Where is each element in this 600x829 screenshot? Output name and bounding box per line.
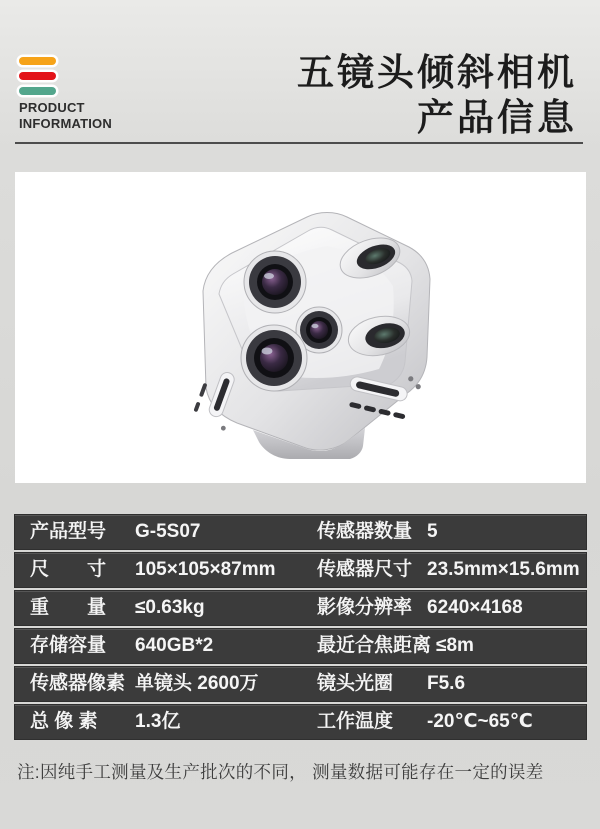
spec-label: 传感器尺寸 xyxy=(317,559,413,580)
spec-row-sensor-pixels xyxy=(15,667,586,701)
spec-value: 23.5mm×15.6mm xyxy=(427,559,580,580)
page-title xyxy=(297,50,577,140)
spec-label: 影像分辨率 xyxy=(317,597,413,618)
spec-label: 传感器数量 xyxy=(317,521,413,542)
product-image xyxy=(157,194,445,462)
measurement-note: 注:因纯手工测量及生产批次的不同， 测量数据可能存在一定的误差 xyxy=(17,762,544,782)
spec-label: 工作温度 xyxy=(317,711,394,732)
spec-row-storage xyxy=(15,629,586,663)
camera-lens-lower xyxy=(241,325,307,391)
header-divider xyxy=(15,142,583,144)
spec-row-total-pixels xyxy=(15,705,586,739)
logo-bar-red xyxy=(19,72,56,80)
spec-value: G-5S07 xyxy=(135,521,201,542)
spec-value: ≤0.63kg xyxy=(135,597,205,618)
spec-label: 尺 寸 xyxy=(30,559,107,580)
spec-value: 640GB*2 xyxy=(135,635,214,656)
spec-label: 重 量 xyxy=(30,597,107,618)
spec-label: 镜头光圈 xyxy=(317,673,394,694)
spec-label: 传感器像素 xyxy=(30,673,126,694)
spec-row-model xyxy=(15,515,586,549)
spec-value: -20℃~65℃ xyxy=(427,711,533,732)
spec-value: 5 xyxy=(427,521,438,542)
product-image-panel xyxy=(15,172,586,483)
logo-text-line1: PRODUCT xyxy=(19,100,85,115)
spec-value: 6240×4168 xyxy=(427,597,523,618)
spec-row-weight xyxy=(15,591,586,625)
spec-label: 产品型号 xyxy=(30,521,107,542)
spec-value: 1.3亿 xyxy=(135,711,181,732)
spec-label: 最近合焦距离 xyxy=(317,635,432,656)
page-title-line1: 五镜头倾斜相机 xyxy=(297,52,577,93)
spec-label: 存储容量 xyxy=(30,635,107,656)
camera-lens-upper xyxy=(244,251,306,313)
page-title-line2: 产品信息 xyxy=(417,97,577,138)
spec-value: 单镜头 2600万 xyxy=(135,673,259,694)
logo-bar-orange xyxy=(19,57,56,65)
spec-label: 总 像 素 xyxy=(30,711,98,732)
spec-value: F5.6 xyxy=(427,673,466,694)
spec-table xyxy=(15,515,586,743)
logo-text xyxy=(19,100,112,132)
logo-text-line2: INFORMATION xyxy=(19,116,112,131)
logo-bar-green xyxy=(19,87,56,95)
spec-value: ≤8m xyxy=(436,635,474,656)
spec-row-size xyxy=(15,553,586,587)
spec-value: 105×105×87mm xyxy=(135,559,276,580)
